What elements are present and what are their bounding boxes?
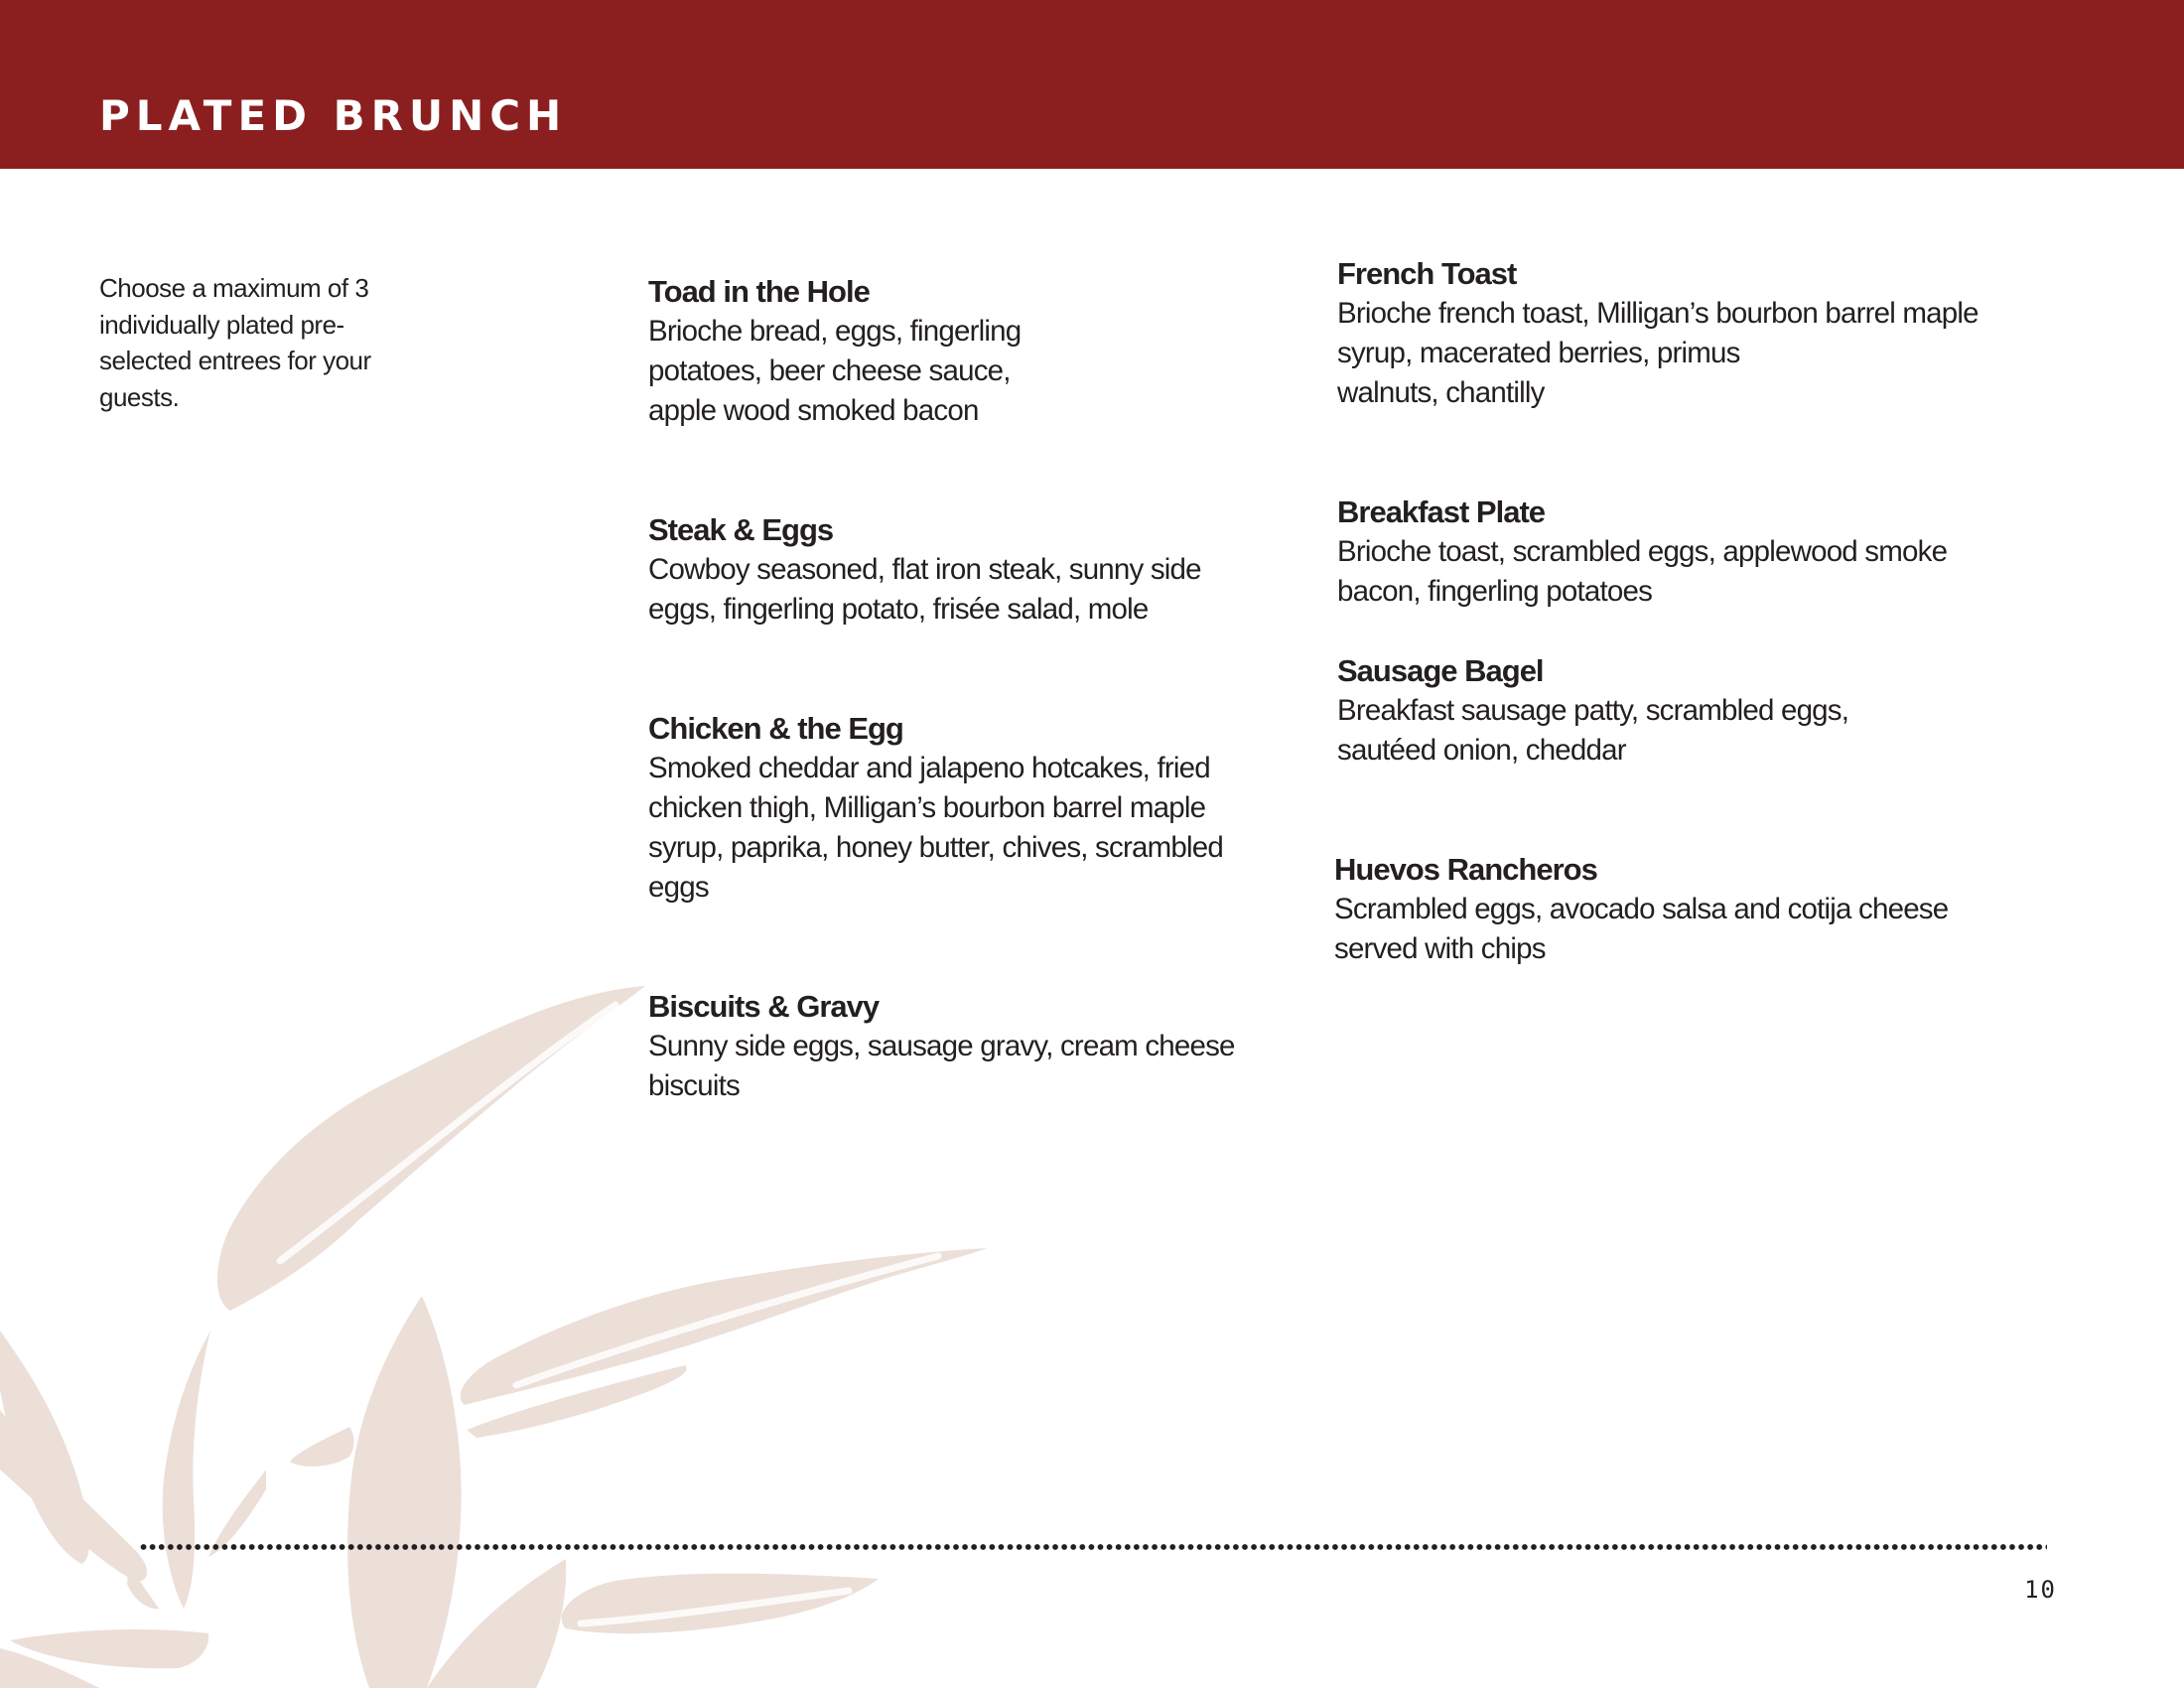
menu-item-steak-and-eggs: [648, 510, 1264, 630]
menu-item-toad-in-the-hole: [648, 272, 1264, 431]
menu-item-description: Brioche toast, scrambled eggs, applewood smoke bacon, fingerling potatoes: [1337, 535, 1948, 608]
menu-item-french-toast: [1337, 254, 2032, 413]
menu-item-biscuits-and-gravy: [648, 987, 1264, 1106]
menu-item-name: Sausage Bagel: [1337, 653, 1544, 688]
header-band: [0, 0, 2184, 169]
menu-item-name: Steak & Eggs: [648, 512, 834, 547]
menu-item-description: Scrambled eggs, avocado salsa and cotija cheese served with chips: [1334, 893, 1949, 965]
menu-item-description: Cowboy seasoned, flat iron steak, sunny side eggs, fingerling potato, frisée salad, mole: [648, 553, 1201, 626]
menu-item-name: Biscuits & Gravy: [648, 989, 880, 1024]
dotted-divider: [139, 1543, 2047, 1551]
menu-item-name: Breakfast Plate: [1337, 494, 1546, 529]
menu-item-name: Chicken & the Egg: [648, 711, 903, 746]
menu-item-description: Brioche bread, eggs, fingerling potatoes, beer cheese sauce, apple wood smoked bacon: [648, 315, 1022, 427]
page-number: 10: [2024, 1576, 2057, 1604]
menu-item-name: Toad in the Hole: [648, 274, 870, 309]
menu-item-breakfast-plate: [1337, 492, 2032, 612]
menu-item-description: Brioche french toast, Milligan’s bourbon barrel maple syrup, macerated berries, primus walnuts, chantilly: [1337, 297, 1979, 409]
menu-item-name: French Toast: [1337, 256, 1517, 291]
intro-text: Choose a maximum of 3 individually plated pre-selected entrees for your guests.: [99, 273, 371, 412]
menu-item-description: Sunny side eggs, sausage gravy, cream cheese biscuits: [648, 1030, 1235, 1102]
menu-item-chicken-and-the-egg: [648, 709, 1264, 908]
menu-item-huevos-rancheros: [1334, 850, 2029, 969]
menu-item-description: Smoked cheddar and jalapeno hotcakes, fried chicken thigh, Milligan’s bourbon barrel maple syrup, paprika, honey butter, chives, scrambled eggs: [648, 752, 1223, 904]
menu-item-description: Breakfast sausage patty, scrambled eggs, sautéed onion, cheddar: [1337, 694, 1849, 767]
menu-item-name: Huevos Rancheros: [1334, 852, 1597, 887]
menu-item-sausage-bagel: [1337, 651, 2032, 771]
page-title: PLATED BRUNCH: [99, 91, 568, 140]
